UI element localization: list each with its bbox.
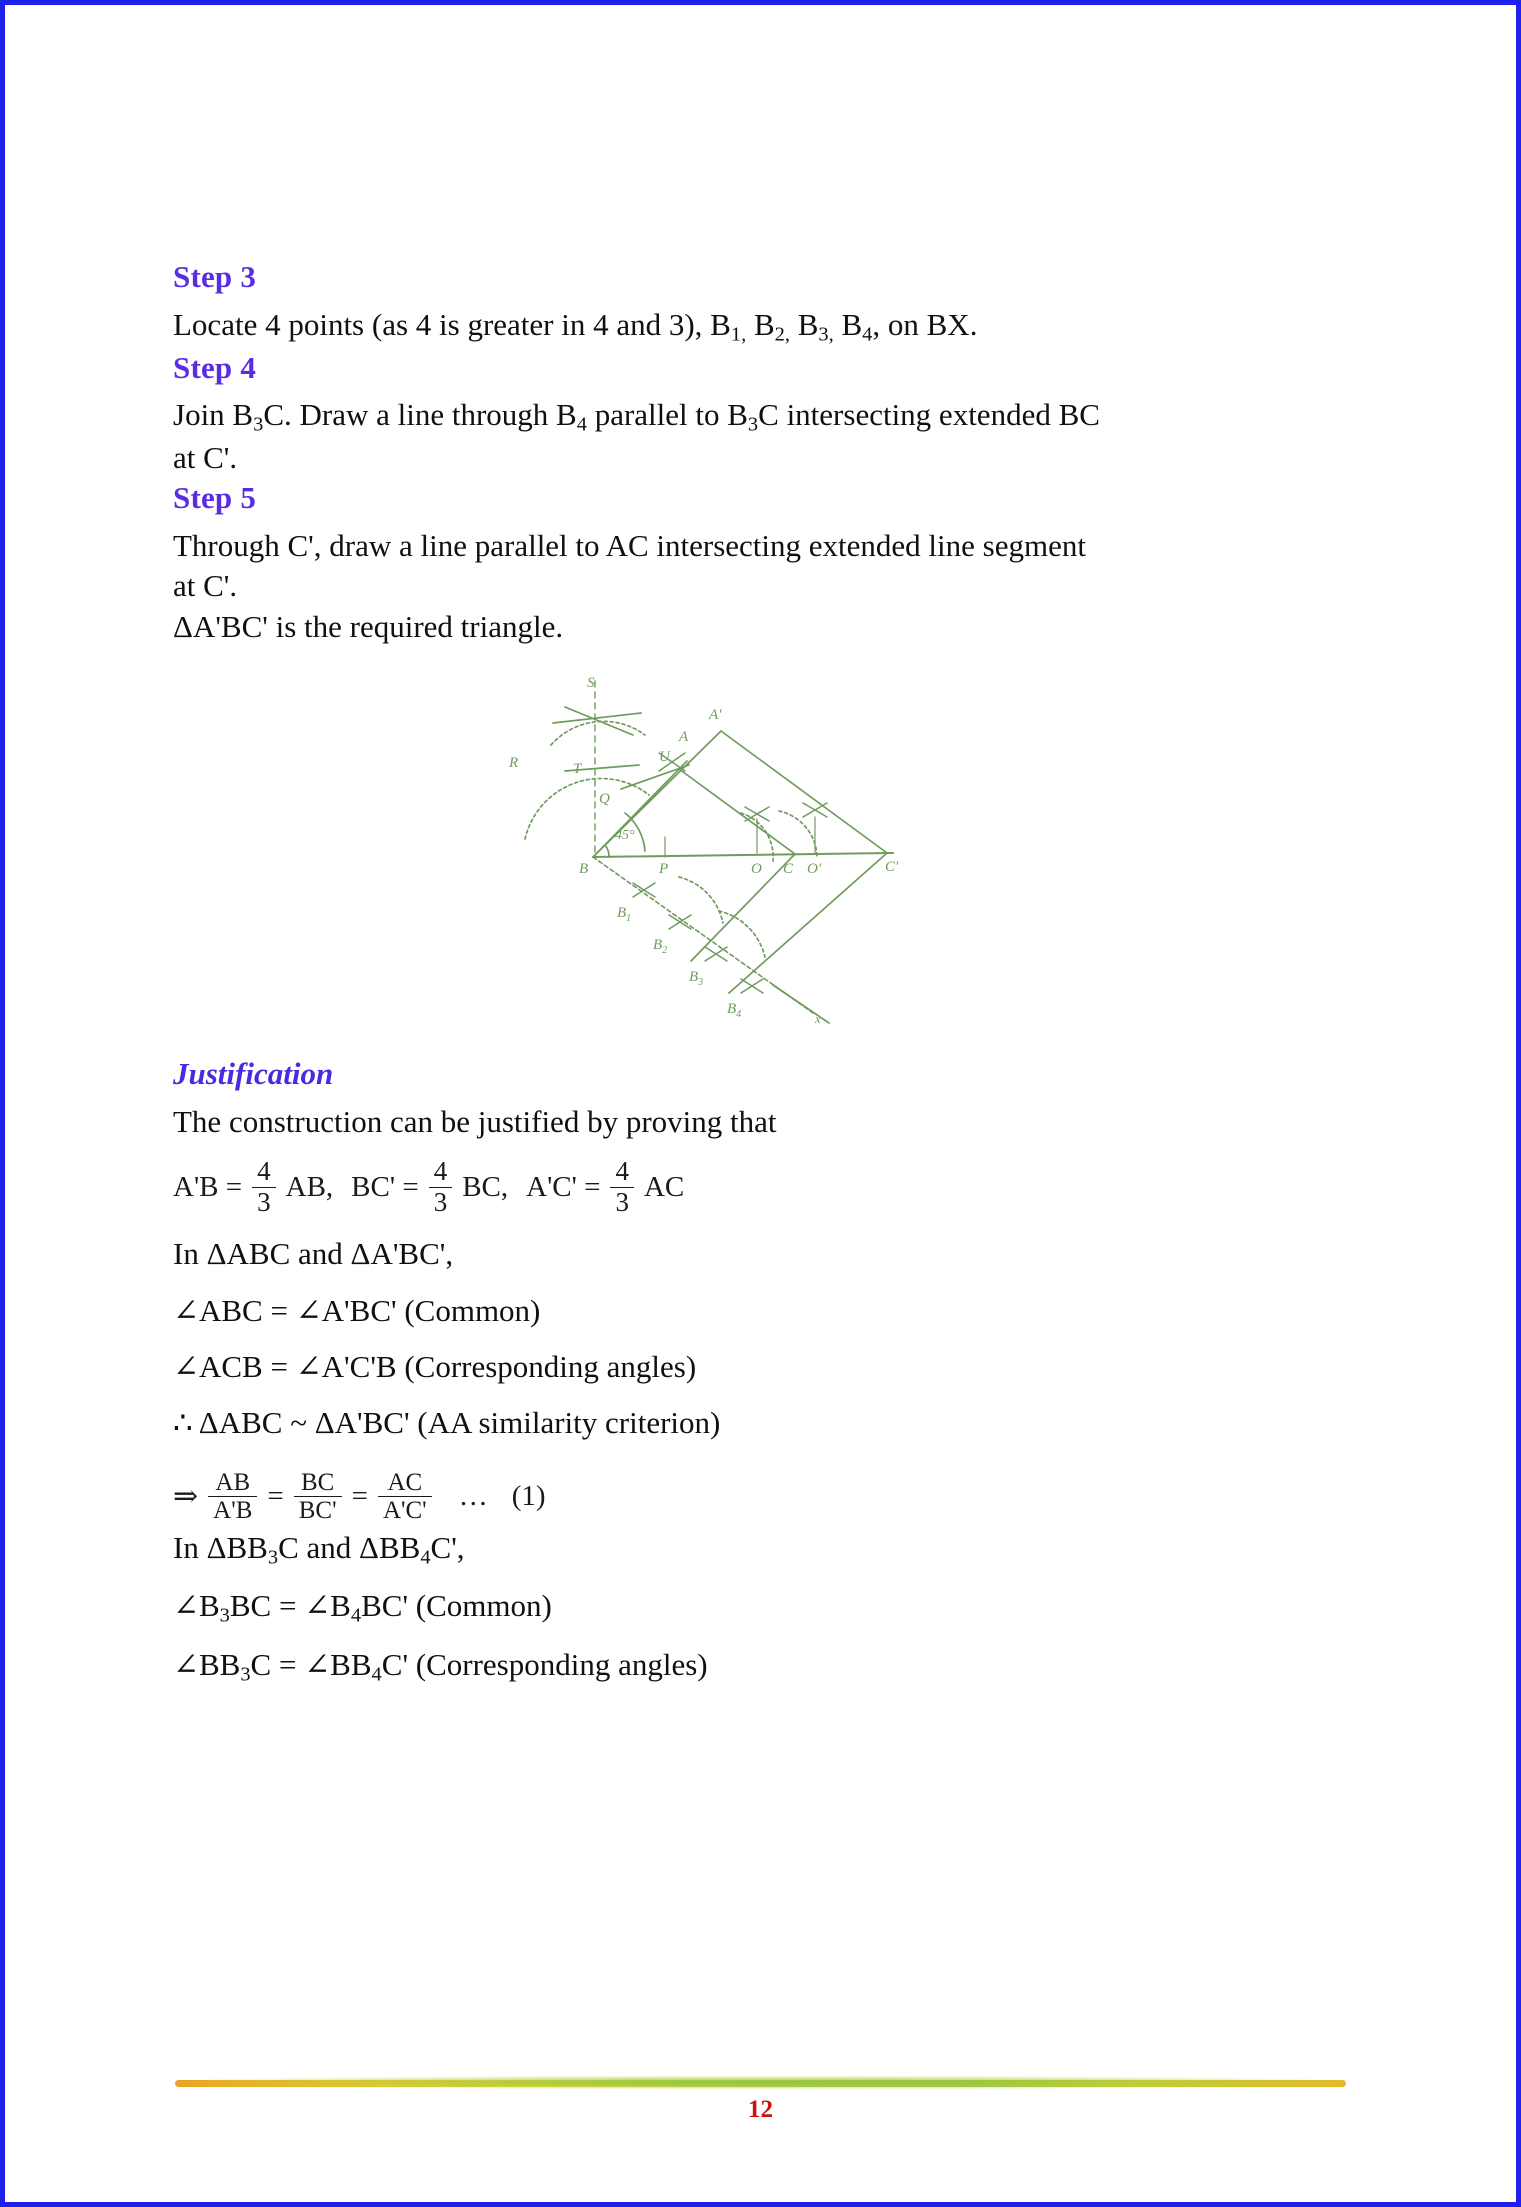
ratio-part1-denominator: 3 bbox=[252, 1187, 276, 1217]
diagram-label-T: T bbox=[573, 760, 582, 777]
proportion-f1-denominator: A'B bbox=[208, 1496, 257, 1524]
diagram-label-A: A bbox=[679, 728, 689, 745]
proportion-equals-2: = bbox=[351, 1480, 368, 1513]
diagram-label-C: C bbox=[783, 860, 794, 877]
ratio-part1-rhs: AB, bbox=[285, 1170, 334, 1203]
proportion-f1-numerator: AB bbox=[215, 1468, 251, 1496]
justification-line-4: ∴ ΔABC ~ ΔA'BC' (AA similarity criterion) bbox=[173, 1405, 721, 1441]
diagram-label-B: B bbox=[579, 860, 589, 877]
diagram-label-R: R bbox=[509, 754, 519, 771]
ratio-part3-numerator: 4 bbox=[615, 1156, 629, 1187]
proportion-f3-denominator: A'C' bbox=[378, 1496, 432, 1524]
ratio-part3-lhs: A'C' = bbox=[526, 1170, 601, 1203]
proportion-reference: (1) bbox=[511, 1480, 546, 1513]
step-5-text-line-1: Through C', draw a line parallel to AC intersecting extended line segment bbox=[173, 528, 1086, 564]
justification-line-2: ∠ABC = ∠A'BC' (Common) bbox=[173, 1292, 541, 1328]
proportion-f2-denominator: BC' bbox=[294, 1496, 342, 1524]
step-4-text-line-1: Join $B_3C$. Draw a line through $B_4$ parallel to $B_3C$ intersecting extended BC bbox=[173, 397, 1100, 436]
diagram-label-B2: $B_2$ bbox=[653, 936, 668, 956]
diagram-label-P: P bbox=[659, 860, 669, 877]
diagram-label-x: x bbox=[815, 1010, 821, 1026]
justification-line-3: ∠ACB = ∠A'C'B (Corresponding angles) bbox=[173, 1348, 697, 1384]
diagram-label-B1: $B_1$ bbox=[617, 904, 632, 924]
ratio-part2-lhs: BC' = bbox=[351, 1170, 419, 1203]
diagram-label-O-prime: O' bbox=[807, 860, 822, 877]
ratio-part2-denominator: 3 bbox=[429, 1187, 453, 1217]
justification-line-6: $\angle B_3BC$ = $\angle B_4BC'$ (Common) bbox=[173, 1588, 552, 1627]
ratio-formula bbox=[173, 1158, 1368, 1216]
justification-line-1: In ΔABC and ΔA'BC', bbox=[173, 1236, 454, 1272]
page-inner bbox=[5, 5, 1516, 2202]
diagram-label-B4: $B_4$ bbox=[727, 1000, 742, 1020]
diagram-label-U: U bbox=[659, 748, 670, 765]
diagram-label-O: O bbox=[751, 860, 762, 877]
step-5-text-line-3: ΔA'BC' is the required triangle. bbox=[173, 608, 564, 644]
proportion-fraction-1 bbox=[208, 1470, 257, 1524]
diagram-label-A-prime: A' bbox=[709, 706, 722, 723]
proportion-fraction-3 bbox=[378, 1470, 432, 1524]
footer-bar-layer-2 bbox=[175, 2076, 1346, 2089]
justification-line-7: $\angle BB_3C$ = $\angle BB_4C'$ (Corresponding angles) bbox=[173, 1647, 708, 1686]
proportion-dots: … bbox=[458, 1480, 488, 1513]
justification-heading: Justification bbox=[173, 1055, 334, 1091]
step-3-text-line-1: Locate 4 points (as 4 is greater in 4 and 3), $B_{1,}$ $B_{2,}$ $B_{3,}$ $B_4$, on BX. bbox=[173, 306, 978, 345]
ratio-part1-lhs: A'B = bbox=[173, 1170, 243, 1203]
page-footer bbox=[5, 2068, 1516, 2128]
ratio-part3-rhs: AC bbox=[643, 1170, 685, 1203]
footer-decoration-bar bbox=[175, 2078, 1346, 2087]
page-number: 12 bbox=[748, 2096, 773, 2123]
step-4-text-line-2: at C'. bbox=[173, 440, 238, 476]
proportion-formula bbox=[173, 1470, 1368, 1524]
step-4-heading: Step 4 bbox=[173, 349, 257, 385]
construction-diagram-svg bbox=[473, 661, 933, 1051]
step-5-heading: Step 5 bbox=[173, 480, 257, 516]
ratio-part2-fraction bbox=[429, 1158, 453, 1216]
step-3-heading: Step 3 bbox=[173, 259, 257, 294]
proportion-fraction-2 bbox=[294, 1470, 342, 1524]
justification-line-5: In $\Delta BB_3C$ and $\Delta BB_4C'$, bbox=[173, 1529, 465, 1568]
proportion-equals-1: = bbox=[267, 1480, 284, 1513]
construction-diagram bbox=[173, 661, 1368, 1056]
diagram-labels bbox=[508, 675, 899, 1026]
step-5-text-line-2: at C'. bbox=[173, 568, 238, 604]
justification-intro: The construction can be justified by proving that bbox=[173, 1103, 777, 1139]
diagram-label-angle-45: 45° bbox=[615, 827, 635, 843]
proportion-f2-numerator: BC bbox=[300, 1468, 335, 1496]
diagram-label-Q: Q bbox=[599, 790, 610, 807]
ratio-part3-fraction bbox=[610, 1158, 634, 1216]
proportion-f3-numerator: AC bbox=[387, 1468, 423, 1496]
ratio-part1-fraction bbox=[252, 1158, 276, 1216]
page-content bbox=[173, 257, 1368, 1688]
ratio-part3-denominator: 3 bbox=[610, 1187, 634, 1217]
ratio-part2-rhs: BC, bbox=[462, 1170, 509, 1203]
diagram-label-C-prime: C' bbox=[885, 858, 899, 875]
diagram-label-S: S bbox=[587, 674, 595, 691]
ratio-part1-numerator: 4 bbox=[257, 1156, 271, 1187]
ratio-part2-numerator: 4 bbox=[433, 1156, 448, 1187]
diagram-label-B3: $B_3$ bbox=[689, 968, 704, 988]
proportion-arrow: ⇒ bbox=[173, 1480, 199, 1514]
